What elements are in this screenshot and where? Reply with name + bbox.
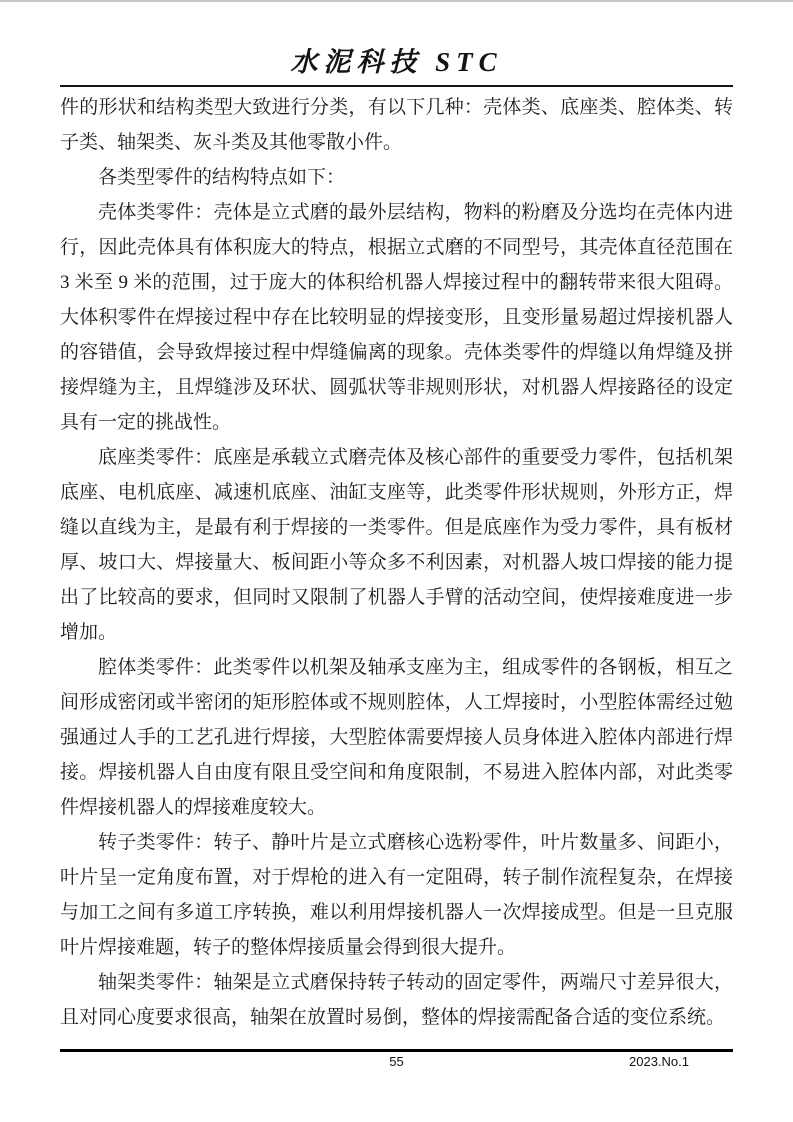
page-footer bbox=[60, 1049, 733, 1072]
text-line: 厚、坡口大、焊接量大、板间距小等众多不利因素，对机器人坡口焊接的能力提 bbox=[60, 552, 733, 573]
text-line: 接。焊接机器人自由度有限且受空间和角度限制，不易进入腔体内部，对此类零 bbox=[60, 762, 733, 783]
header-rule bbox=[60, 85, 733, 87]
text-line: 接焊缝为主，且焊缝涉及环状、圆弧状等非规则形状，对机器人焊接路径的设定 bbox=[60, 377, 733, 398]
journal-title: 水泥科技 STC bbox=[290, 47, 503, 77]
footer-rule bbox=[60, 1049, 733, 1052]
text-line: 底座类零件：底座是承载立式磨壳体及核心部件的重要受力零件，包括机架 bbox=[98, 447, 733, 468]
body-text bbox=[60, 90, 733, 1035]
issue-label: 2023.No.1 bbox=[629, 1054, 689, 1069]
text-line: 3 米至 9 米的范围，过于庞大的体积给机器人焊接过程中的翻转带来很大阻碍。 bbox=[60, 272, 733, 293]
text-line: 叶片焊接难题，转子的整体焊接质量会得到很大提升。 bbox=[60, 937, 517, 958]
text-line: 底座、电机底座、减速机底座、油缸支座等，此类零件形状规则，外形方正，焊 bbox=[60, 482, 733, 503]
document-page bbox=[60, 0, 733, 1035]
text-line: 出了比较高的要求，但同时又限制了机器人手臂的活动空间，使焊接难度进一步 bbox=[60, 587, 733, 608]
text-line: 壳体类零件：壳体是立式磨的最外层结构，物料的粉磨及分选均在壳体内进 bbox=[98, 202, 733, 223]
text-line: 轴架类零件：轴架是立式磨保持转子转动的固定零件，两端尺寸差异很大， bbox=[98, 972, 733, 993]
text-line: 各类型零件的结构特点如下： bbox=[98, 167, 346, 188]
text-line: 具有一定的挑战性。 bbox=[60, 412, 232, 433]
footer-row bbox=[60, 1054, 733, 1072]
text-line: 与加工之间有多道工序转换，难以利用焊接机器人一次焊接成型。但是一旦克服 bbox=[60, 902, 733, 923]
text-line: 且对同心度要求很高，轴架在放置时易倒，整体的焊接需配备合适的变位系统。 bbox=[60, 1007, 726, 1028]
text-line: 大体积零件在焊接过程中存在比较明显的焊接变形，且变形量易超过焊接机器人 bbox=[60, 307, 733, 328]
text-line: 件焊接机器人的焊接难度较大。 bbox=[60, 797, 327, 818]
text-line: 转子类零件：转子、静叶片是立式磨核心选粉零件，叶片数量多、间距小， bbox=[98, 832, 733, 853]
text-line: 件的形状和结构类型大致进行分类，有以下几种：壳体类、底座类、腔体类、转 bbox=[60, 97, 733, 118]
text-line: 强通过人手的工艺孔进行焊接，大型腔体需要焊接人员身体进入腔体内部进行焊 bbox=[60, 727, 733, 748]
text-line: 叶片呈一定角度布置，对于焊枪的进入有一定阻碍，转子制作流程复杂，在焊接 bbox=[60, 867, 733, 888]
text-line: 腔体类零件：此类零件以机架及轴承支座为主，组成零件的各钢板，相互之 bbox=[98, 657, 733, 678]
text-line: 子类、轴架类、灰斗类及其他零散小件。 bbox=[60, 132, 403, 153]
text-line: 的容错值，会导致焊接过程中焊缝偏离的现象。壳体类零件的焊缝以角焊缝及拼 bbox=[60, 342, 733, 363]
text-line: 增加。 bbox=[60, 622, 118, 643]
text-line: 缝以直线为主，是最有利于焊接的一类零件。但是底座作为受力零件，具有板材 bbox=[60, 517, 733, 538]
text-line: 行，因此壳体具有体积庞大的特点，根据立式磨的不同型号，其壳体直径范围在 bbox=[60, 237, 733, 258]
page-number: 55 bbox=[389, 1054, 404, 1069]
text-line: 间形成密闭或半密闭的矩形腔体或不规则腔体，人工焊接时，小型腔体需经过勉 bbox=[60, 692, 733, 713]
page-header bbox=[60, 0, 733, 87]
